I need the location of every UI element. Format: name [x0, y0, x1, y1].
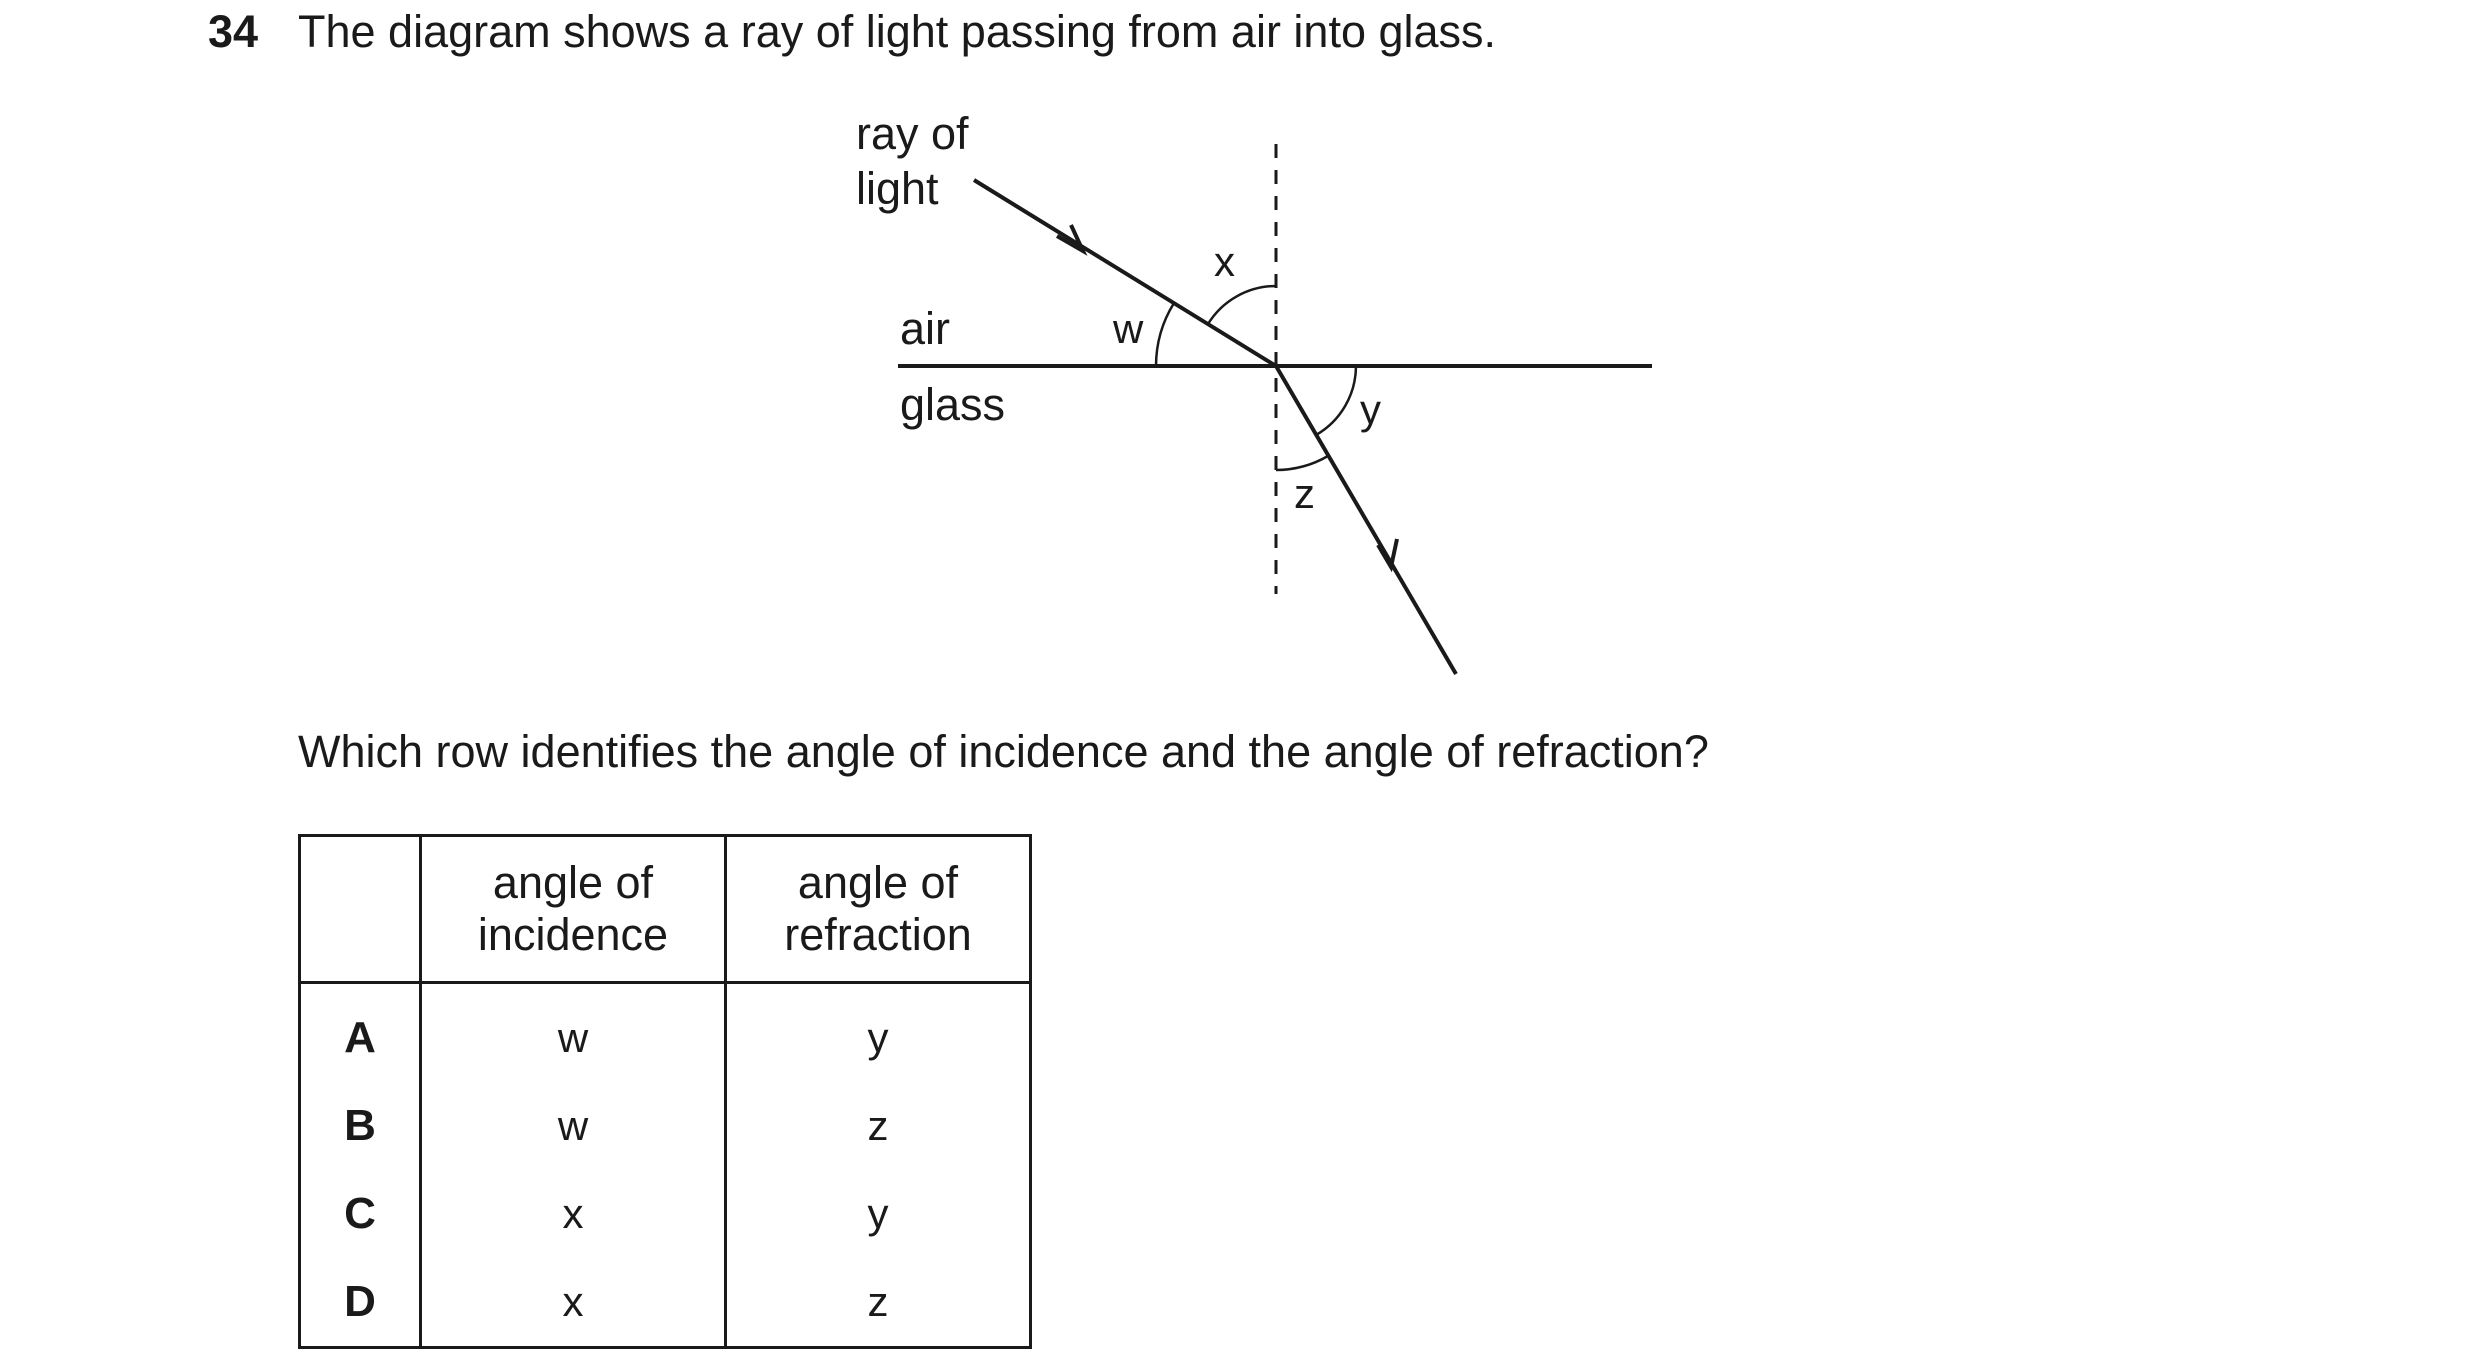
- row-key: C: [300, 1170, 421, 1258]
- row-refraction: y: [726, 1170, 1031, 1258]
- sub-question: Which row identifies the angle of incidence and the angle of refraction?: [298, 726, 1709, 777]
- row-incidence: w: [421, 1082, 726, 1170]
- row-key: D: [300, 1258, 421, 1348]
- question-number: 34: [208, 6, 259, 57]
- row-key: B: [300, 1082, 421, 1170]
- row-refraction: z: [726, 1082, 1031, 1170]
- ray-label-line2: light: [856, 163, 939, 214]
- table-row: [300, 1082, 1031, 1170]
- angle-x-label: x: [1214, 238, 1235, 285]
- table-row: [300, 1170, 1031, 1258]
- angle-w-arc: [1156, 303, 1174, 366]
- header-empty-cell: [300, 836, 421, 983]
- angle-z-label: z: [1294, 470, 1315, 517]
- header-refraction-line1: angle of: [797, 857, 959, 908]
- answer-table: [298, 834, 1032, 1349]
- table-header-row: [300, 836, 1031, 983]
- angle-y-label: y: [1360, 386, 1381, 433]
- glass-label: glass: [900, 379, 1006, 430]
- row-incidence: x: [421, 1170, 726, 1258]
- table-row: [300, 983, 1031, 1083]
- ray-label-line1: ray of: [856, 108, 969, 159]
- row-incidence: x: [421, 1258, 726, 1348]
- header-refraction-line2: refraction: [784, 909, 972, 960]
- angle-z-arc: [1276, 456, 1328, 470]
- table-row: [300, 1258, 1031, 1348]
- header-incidence-line1: angle of: [492, 857, 654, 908]
- row-refraction: z: [726, 1258, 1031, 1348]
- air-label: air: [900, 303, 951, 354]
- header-incidence-line2: incidence: [477, 909, 669, 960]
- header-refraction: [726, 836, 1031, 983]
- angle-y-arc: [1316, 366, 1356, 435]
- header-incidence: [421, 836, 726, 983]
- question-text: The diagram shows a ray of light passing from air into glass.: [298, 6, 1497, 57]
- row-refraction: y: [726, 983, 1031, 1083]
- row-incidence: w: [421, 983, 726, 1083]
- angle-w-label: w: [1113, 305, 1144, 352]
- angle-x-arc: [1208, 286, 1276, 324]
- row-key: A: [300, 983, 421, 1083]
